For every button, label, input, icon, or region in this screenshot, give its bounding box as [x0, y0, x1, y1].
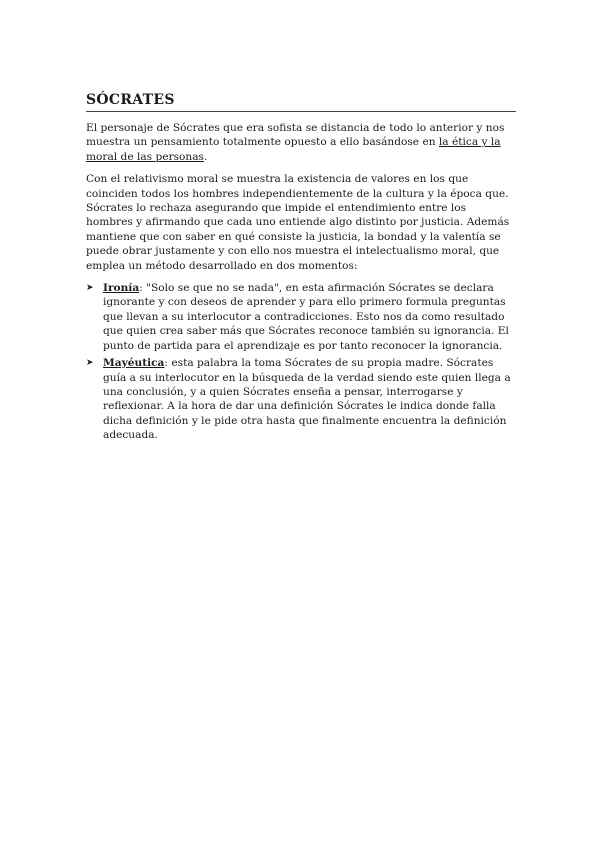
term-ironia: Ironía: [103, 282, 140, 295]
ironia-description: : "Solo se que no se nada", en esta afirmación Sócrates se declara ignorante y con deseos de aprender y para ello primero formula preguntas que llevan a su interlocutor a contradicciones. Esto nos da como resultado que quien crea saber más que Sócrates reconoce también su ignorancia. El punto de partida para el aprendizaje es por tanto reconocer la ignorancia.: [103, 282, 509, 352]
intro-text: El personaje de Sócrates que era sofista se distancia de todo lo anterior y nos muestra un pensamiento totalmente opuesto a ello basándose en: [86, 122, 505, 149]
relativism-paragraph: Con el relativismo moral se muestra la existencia de valores en los que coinciden todos los hombres independientemente de la cultura y la época que. Sócrates lo rechaza asegurando que impide el entendimiento entre los hombres y afirmando que cada uno entiende algo distinto por justicia. Además mantiene que con saber en qué consiste la justicia, la bondad y la valentía se puede obrar justamente y con ello nos muestra el intelectualismo moral, que emplea un método desarrollado en dos momentos:: [86, 173, 510, 272]
document-page: [86, 92, 516, 446]
arrow-bullet-icon: ➤: [86, 283, 94, 294]
arrow-bullet-icon: ➤: [86, 358, 94, 369]
method-list: [86, 281, 516, 442]
intro-paragraph: [86, 121, 516, 164]
list-item-ironia: [86, 281, 516, 353]
page-title: SÓCRATES: [86, 92, 516, 112]
list-item-mayeutica: [86, 356, 516, 442]
mayeutica-description: : esta palabra la toma Sócrates de su propia madre. Sócrates guía a su interlocutor en la búsqueda de la verdad siendo este quien llega a una conclusión, y a quien Sócrates enseña a pensar, interrogarse y reflexionar. A la hora de dar una definición Sócrates le indica donde falla dicha definición y le pide otra hasta que finalmente encuentra la definición adecuada.: [103, 357, 511, 442]
intro-end: .: [204, 150, 208, 163]
ethics-underlined-text: la ética y la moral de las personas: [86, 136, 501, 163]
term-mayeutica: Mayéutica: [103, 357, 165, 370]
